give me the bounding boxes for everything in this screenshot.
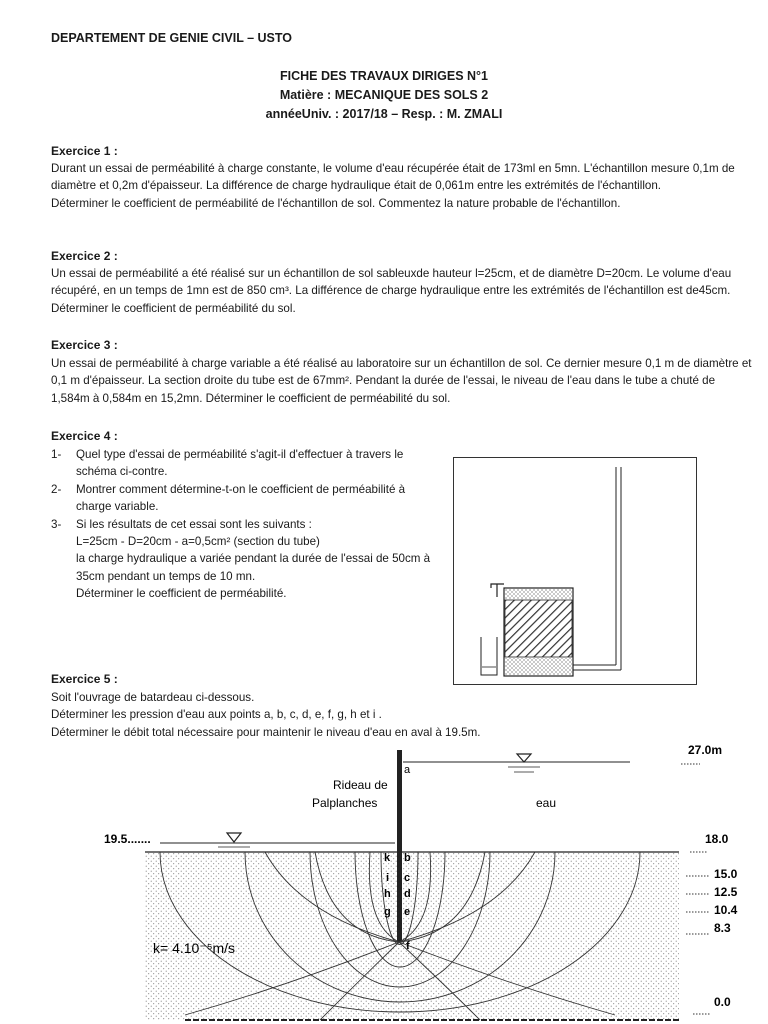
downstream-water-marker [227,833,241,842]
list-item-text: Montrer comment détermine-t-on le coefficient de perméabilité à charge variable. [76,482,406,514]
water-label: eau [536,796,557,810]
list-item [51,516,441,533]
point-k: k [384,852,391,864]
exercise-1-statement: Durant un essai de perméabilité à charge constante, le volume d'eau récupérée était de 173ml en 5mn. L'échantillon mesure 0,1m de diamètre et 0,2m d'épaisseur. La différence de charge hydraulique était de 0,061m entre les extrémités de l'échantillon. [51,162,735,193]
exercise-5-line-2: Déterminer les pression d'eau aux points a, b, c, d, e, f, g, h et i . [51,708,382,722]
cofferdam-figure [0,735,768,1024]
elevation-ticks [681,764,711,1014]
exercise-5-line-3: Déterminer le débit total nécessaire pour maintenir le niveau d'eau en aval à 19.5m. [51,725,481,739]
exercise-5-body [51,689,756,741]
list-item-number: 2- [51,482,62,496]
elevation-10-4: 10.4 [714,903,738,917]
soil-layer [145,852,679,1020]
point-e: e [404,906,411,918]
exercise-4-list [51,446,441,603]
point-i: i [386,872,390,884]
exercise-2-body [51,265,756,317]
exercise-1-question: Déterminer le coefficient de perméabilité de l'échantillon de sol. Commentez la nature probable de l'échantillon. [51,196,621,210]
exercise-4-question: Déterminer le coefficient de perméabilité. [76,587,287,601]
head-variation: la charge hydraulique a variée pendant la durée de l'essai de 50cm à 35cm pendant un temps de 10 mn. [76,552,431,583]
connecting-tube [573,665,621,670]
list-item-number: 1- [51,448,62,461]
point-h: h [384,888,391,900]
point-a: a [404,764,411,776]
elevation-18: 18.0 [705,832,729,846]
figure-frame [454,458,697,685]
permeameter-figure [453,457,697,685]
elevation-15: 15.0 [714,867,738,881]
exercise-1-body [51,160,756,212]
exercise-3-body [51,355,756,407]
exercise-2-statement: Un essai de perméabilité a été réalisé sur un échantillon de sol sableuxde hauteur l=25cm, et de diamètre D=20cm. Le volume d'eau récupéré, en un temps de 1mn est de 850 cm³. La différence de charge hydraulique entre les extrémités de l'échantillon est de45cm. Déterminer le coefficient de perméabilité du sol. [51,267,732,315]
exercise-2-title: Exercice 2 : [51,249,118,263]
top-porous-stone [505,589,572,599]
exercise-5-title: Exercice 5 : [51,672,118,686]
point-d: d [404,888,411,900]
elevation-27: 27.0m [688,743,723,757]
soil-sample [505,600,572,657]
exercise-4-title: Exercice 4 : [51,429,118,443]
year-line: annéeUniv. : 2017/18 – Resp. : M. ZMALI [265,107,503,121]
collection-beaker [481,637,497,675]
sheet-pile-label-1: Rideau de [333,778,388,792]
list-item-text: Quel type d'essai de perméabilité s'agit-il d'effectuer à travers le schéma ci-contre. [76,448,404,479]
bottom-porous-stone [505,658,572,675]
elevation-12-5: 12.5 [714,885,738,899]
test-parameters: L=25cm - D=20cm - a=0,5cm² (section du tube) [76,535,320,549]
downstream-level-label: 19.5....... [104,832,151,846]
point-b: b [404,852,411,864]
permeability-label: k= 4.10⁻⁵m/s [153,940,236,956]
elevation-0: 0.0 [714,995,731,1009]
list-item-text: Si les résultats de cet essai sont les suivants : [76,517,312,531]
exercise-3-title: Exercice 3 : [51,338,118,352]
outlet-pipe [491,584,504,597]
point-f: f [406,940,410,952]
department-header: DEPARTEMENT DE GENIE CIVIL – USTO [51,31,293,45]
list-item-number: 3- [51,517,62,531]
exercise-1-title: Exercice 1 : [51,144,118,158]
elevation-8-3: 8.3 [714,921,731,935]
list-item [51,481,441,516]
exercise-3-statement: Un essai de perméabilité à charge variable a été réalisé au laboratoire sur un échantillon de sol. Ce dernier mesure 0,1 m de diamètre et 0,1 m d'épaisseur. La section droite du tube est de 67mm². Pendant la durée de l'essai, le niveau de l'eau dans le tube a chuté de 1,584m à 0,584m en 15,2mn. Déterminer le coefficient de perméabilité du sol. [51,357,752,405]
upstream-water-marker [517,754,531,762]
point-g: g [384,906,391,918]
exercise-5-line-1: Soit l'ouvrage de batardeau ci-dessous. [51,691,255,704]
sheet-title: FICHE DES TRAVAUX DIRIGES N°1 [279,69,489,83]
sheet-pile [397,750,402,942]
subject-line: Matière : MECANIQUE DES SOLS 2 [279,88,489,102]
point-c: c [404,872,411,884]
list-item [51,446,441,481]
sheet-pile-label-2: Palplanches [312,796,378,810]
